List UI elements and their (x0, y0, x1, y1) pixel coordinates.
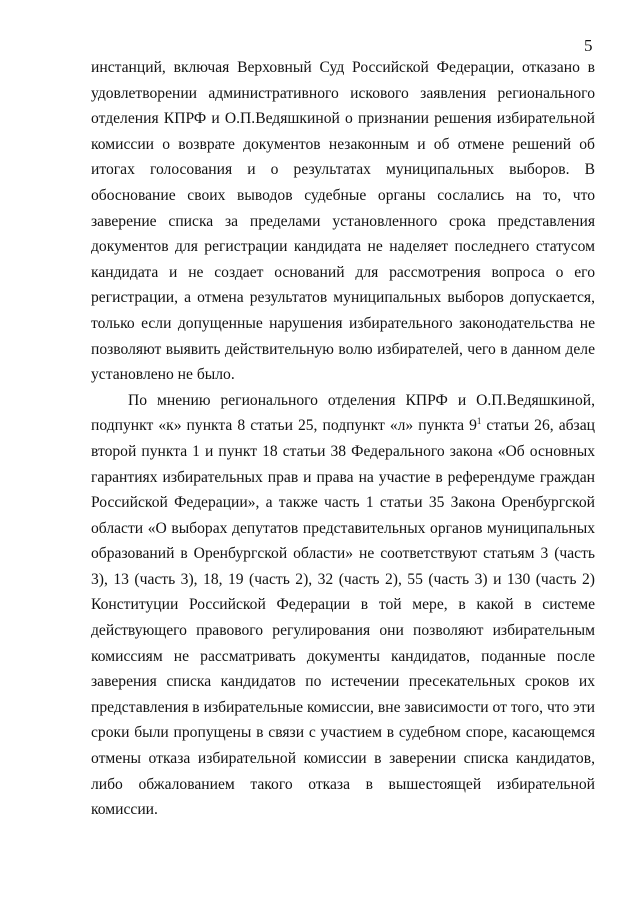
paragraph-2-text-before-superscript: По мнению регионального отделения КПРФ и О.П.Ведяшкиной, подпункт «к» пункта 8 статьи 25, подпункт «л» пункта 9 (91, 391, 595, 435)
paragraph-2 (91, 388, 595, 823)
paragraph-1: инстанций, включая Верховный Суд Российской Федерации, отказано в удовлетворении административного искового заявления регионального отделения КПРФ и О.П.Ведяшкиной о признании решения избирательной комиссии о возврате документов незаконным и об отмене решений об итогах голосования и о результатах муниципальных выборов. В обоснование своих выводов судебные органы сослались на то, что заверение списка за пределами установленного срока представления документов для регистрации кандидата не наделяет последнего статусом кандидата и не создает оснований для рассмотрения вопроса о его регистрации, а отмена результатов муниципальных выборов допускается, только если допущенные нарушения избирательного законодательства не позволяют выявить действительную волю избирателей, чего в данном деле установлено не было. (91, 59, 595, 384)
paragraph-2-text-after-superscript: статьи 26, абзац второй пункта 1 и пункт 18 статьи 38 Федерального закона «Об основных гарантиях избирательных прав и права на участие в референдуме граждан Российской Федерации», а также часть 1 статьи 35 Закона Оренбургской области «О выборах депутатов представительных органов муниципальных образований в Оренбургской области» не соответствуют статьям 3 (часть 3), 13 (часть 3), 18, 19 (часть 2), 32 (часть 2), 55 (часть 3) и 130 (часть 2) Конституции Российской Федерации в той мере, в какой в системе действующего правового регулирования они позволяют избирательным комиссиям не рассматривать документы кандидатов, поданные после заверения списка кандидатов по истечении пресекательных сроков их представления в избирательные комиссии, вне зависимости от того, что эти сроки были пропущены в связи с участием в судебном споре, касающемся отмены отказа избирательной комиссии в заверении списка кандидатов, либо обжалованием такого отказа в вышестоящей избирательной комиссии. (91, 417, 595, 819)
page-number: 5 (584, 36, 593, 55)
document-body (91, 55, 595, 823)
paragraph-2-superscript: 1 (476, 416, 482, 427)
